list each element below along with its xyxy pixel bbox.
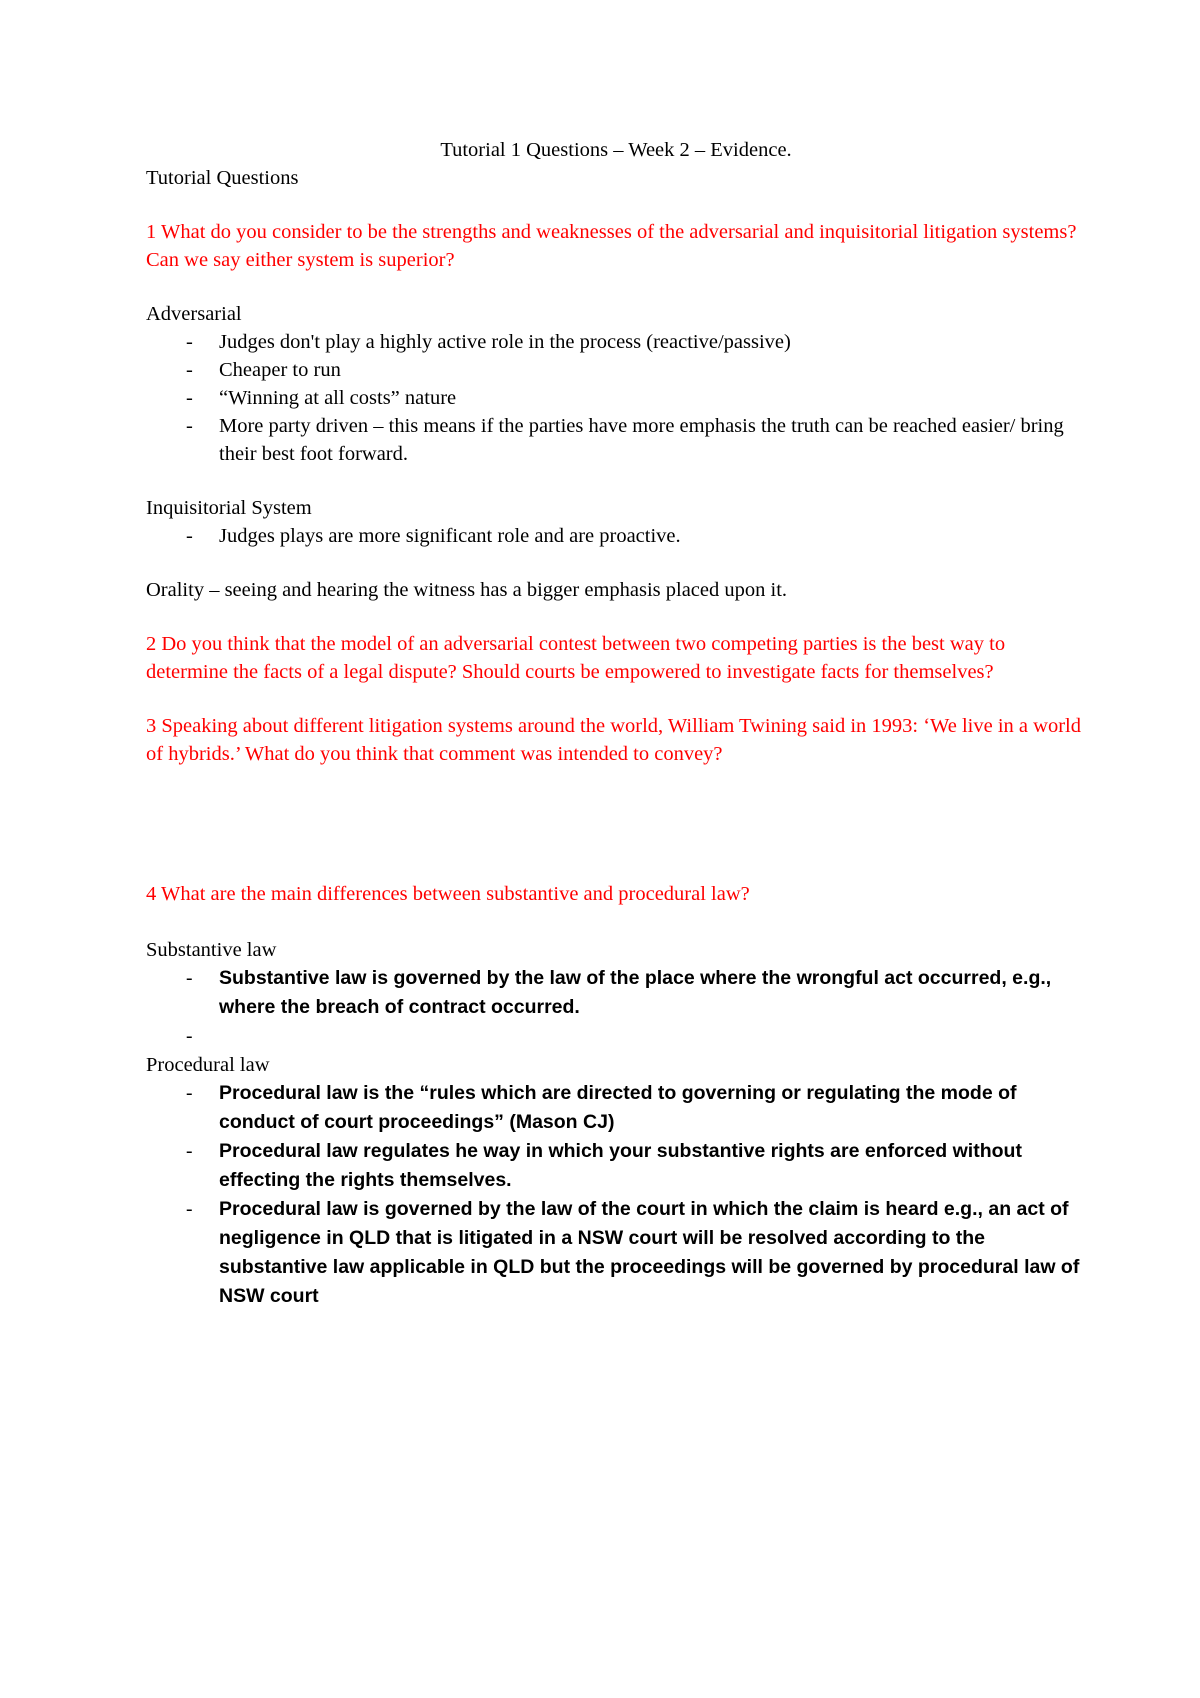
list-item-text: Judges don't play a highly active role in the process (reactive/passive) xyxy=(219,331,791,353)
list-item xyxy=(146,522,1086,550)
bullet-dash: - xyxy=(186,1083,193,1104)
bullet-dash: - xyxy=(186,387,193,409)
section-heading: Tutorial Questions xyxy=(146,167,299,189)
list-item xyxy=(146,412,1086,468)
bullet-dash: - xyxy=(186,968,193,989)
list-item xyxy=(146,328,1086,356)
list-item-text: More party driven – this means if the parties have more emphasis the truth can be reached easier/ bring their best foot forward. xyxy=(219,415,1064,465)
list-item-text: Procedural law is the “rules which are directed to governing or regulating the mode of conduct of court proceedings” (Mason CJ) xyxy=(219,1082,1017,1133)
list-item-text: “Winning at all costs” nature xyxy=(219,387,457,409)
list-item xyxy=(146,1137,1086,1195)
procedural-heading: Procedural law xyxy=(146,1054,270,1076)
question-3: 3 Speaking about different litigation systems around the world, William Twining said in 1993: ‘We live in a world of hybrids.’ What do you think that comment was intended to convey? xyxy=(146,715,1081,765)
list-item-text: Procedural law is governed by the law of the court in which the claim is heard e.g., an act of negligence in QLD that is litigated in a NSW court will be resolved according to the substantive law applicable in QLD but the proceedings will be governed by procedural law of NSW court xyxy=(219,1198,1080,1307)
bullet-dash: - xyxy=(186,359,193,381)
question-4: 4 What are the main differences between substantive and procedural law? xyxy=(146,883,750,905)
bullet-dash: - xyxy=(186,415,193,437)
list-item-text: Judges plays are more significant role and are proactive. xyxy=(219,525,681,547)
list-item xyxy=(146,1195,1086,1311)
list-item xyxy=(146,1022,1086,1051)
substantive-heading: Substantive law xyxy=(146,939,277,961)
bullet-dash: - xyxy=(186,1141,193,1162)
list-item-text: Substantive law is governed by the law of the place where the wrongful act occurred, e.g., where the breach of contract occurred. xyxy=(219,967,1052,1018)
adversarial-heading: Adversarial xyxy=(146,303,242,325)
adversarial-list xyxy=(146,328,1086,468)
orality-note: Orality – seeing and hearing the witness has a bigger emphasis placed upon it. xyxy=(146,579,788,601)
procedural-list xyxy=(146,1079,1086,1311)
bullet-dash: - xyxy=(186,525,193,547)
question-1: 1 What do you consider to be the strengths and weaknesses of the adversarial and inquisitorial litigation systems? Can we say either system is superior? xyxy=(146,221,1077,271)
list-item xyxy=(146,356,1086,384)
inquisitorial-heading: Inquisitorial System xyxy=(146,497,312,519)
list-item-text: Procedural law regulates he way in which your substantive rights are enforced without effecting the rights themselves. xyxy=(219,1140,1022,1191)
bullet-dash: - xyxy=(186,1026,193,1047)
question-2: 2 Do you think that the model of an adversarial contest between two competing parties is the best way to determine the facts of a legal dispute? Should courts be empowered to investigate facts for themselves? xyxy=(146,633,1006,683)
list-item xyxy=(146,1079,1086,1137)
document-page xyxy=(146,136,1086,1311)
list-item xyxy=(146,384,1086,412)
bullet-dash: - xyxy=(186,1199,193,1220)
substantive-list xyxy=(146,964,1086,1051)
bullet-dash: - xyxy=(186,331,193,353)
inquisitorial-list xyxy=(146,522,1086,550)
list-item-text: Cheaper to run xyxy=(219,359,341,381)
document-title: Tutorial 1 Questions – Week 2 – Evidence. xyxy=(440,139,792,161)
list-item xyxy=(146,964,1086,1022)
